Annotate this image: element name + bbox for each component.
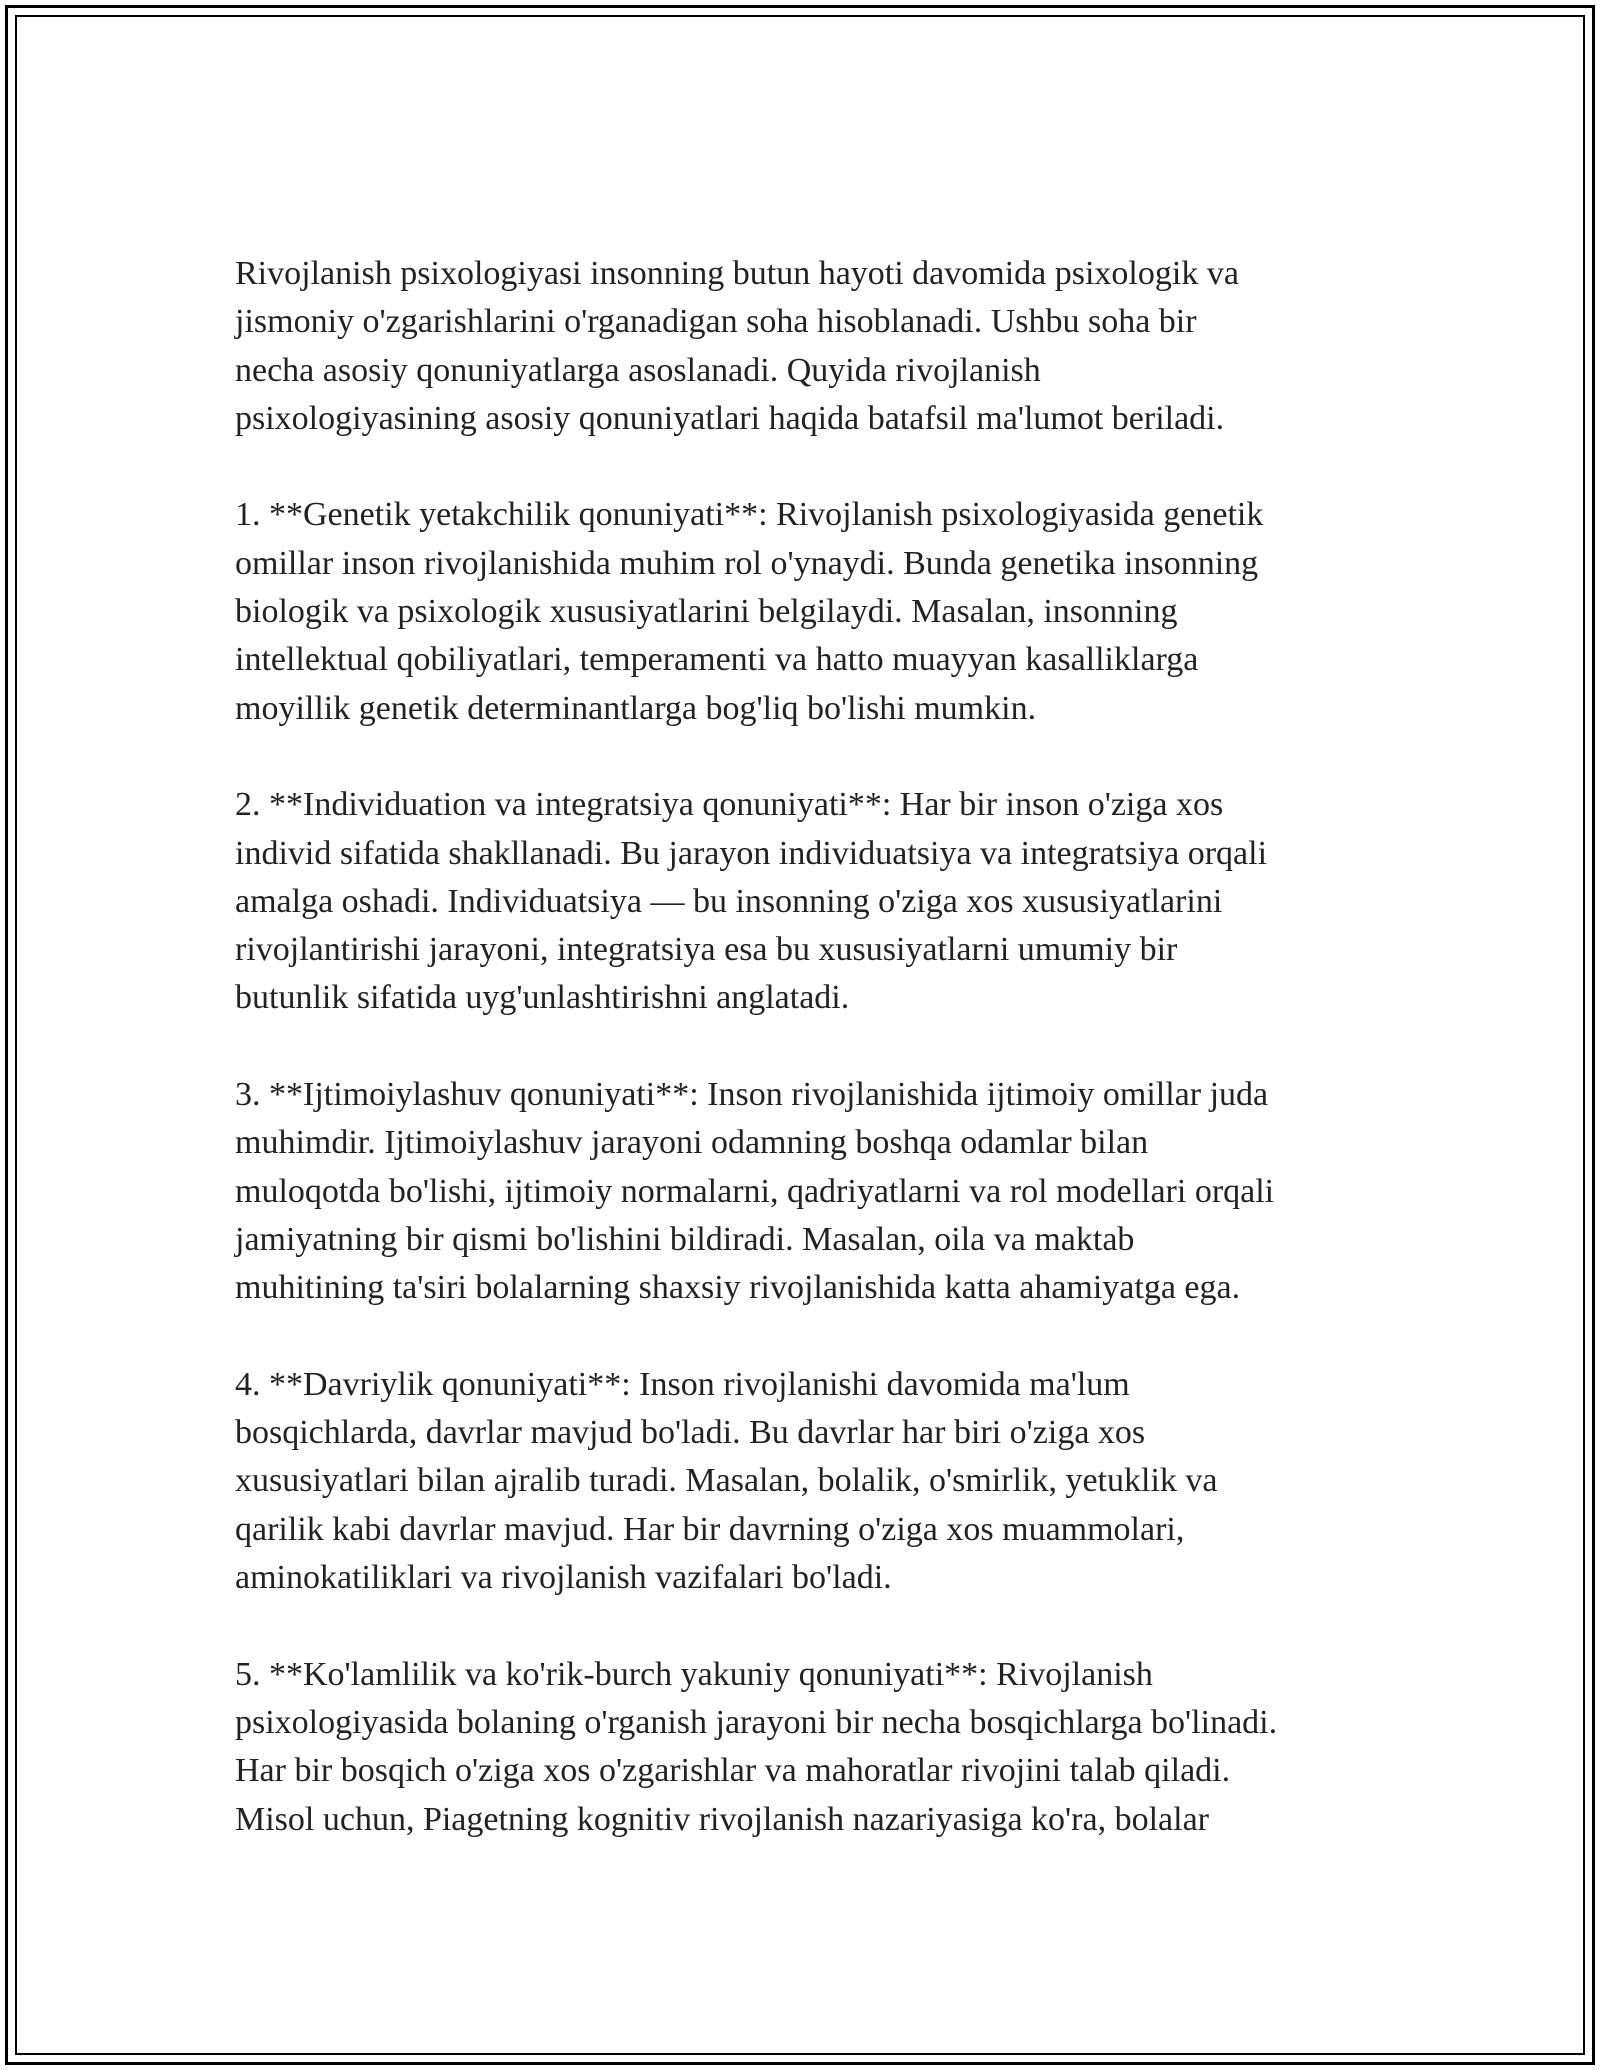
text-line: muhitining ta'siri bolalarning shaxsiy rivojlanishida katta ahamiyatga ega.	[235, 1269, 1241, 1307]
text-line: 1. **Genetik yetakchilik qonuniyati**: Rivojlanish psixologiyasida genetik	[235, 496, 1264, 534]
text-line: jamiyatning bir qismi bo'lishini bildiradi. Masalan, oila va maktab	[235, 1220, 1135, 1258]
document-body	[235, 250, 1370, 1844]
text-line: Rivojlanish psixologiyasi insonning butun hayoti davomida psixologik va	[235, 255, 1239, 292]
text-line: bosqichlarda, davrlar mavjud bo'ladi. Bu davrlar har biri o'ziga xos	[235, 1414, 1146, 1452]
paragraph-intro	[235, 250, 1370, 443]
text-line: 3. **Ijtimoiylashuv qonuniyati**: Inson rivojlanishida ijtimoiy omillar juda	[235, 1076, 1269, 1114]
text-line: necha asosiy qonuniyatlarga asoslanadi. Quyida rivojlanish	[235, 351, 1041, 389]
text-line: rivojlantirishi jarayoni, integratsiya esa bu xususiyatlarni umumiy bir	[235, 931, 1178, 969]
text-line: omillar inson rivojlanishida muhim rol o'ynaydi. Bunda genetika insonning	[235, 544, 1259, 582]
text-line: individ sifatida shakllanadi. Bu jarayon individuatsiya va integratsiya orqali	[235, 834, 1268, 872]
text-line: psixologiyasida bolaning o'rganish jarayoni bir necha bosqichlarga bo'linadi.	[235, 1703, 1278, 1741]
text-line: 2. **Individuation va integratsiya qonuniyati**: Har bir inson o'ziga xos	[235, 786, 1224, 824]
text-line: Har bir bosqich o'ziga xos o'zgarishlar va mahoratlar rivojini talab qiladi.	[235, 1752, 1231, 1790]
text-line: 5. **Ko'lamlilik va ko'rik-burch yakuniy qonuniyati**: Rivojlanish	[235, 1655, 1153, 1693]
text-line: xususiyatlari bilan ajralib turadi. Masalan, bolalik, o'smirlik, yetuklik va	[235, 1462, 1218, 1500]
text-line: muhimdir. Ijtimoiylashuv jarayoni odamning boshqa odamlar bilan	[235, 1124, 1149, 1162]
text-line: 4. **Davriylik qonuniyati**: Inson rivojlanishi davomida ma'lum	[235, 1365, 1130, 1403]
text-line: muloqotda bo'lishi, ijtimoiy normalarni, qadriyatlarni va rol modellari orqali	[235, 1172, 1275, 1210]
text-line: psixologiyasining asosiy qonuniyatlari haqida batafsil ma'lumot beriladi.	[235, 399, 1225, 437]
paragraph-periodicity	[235, 1361, 1370, 1602]
paragraph-individuation	[235, 781, 1370, 1022]
text-line: moyillik genetik determinantlarga bog'liq bo'lishi mumkin.	[235, 689, 1037, 727]
paragraph-socialization	[235, 1071, 1370, 1312]
text-line: aminokatiliklari va rivojlanish vazifalari bo'ladi.	[235, 1559, 892, 1597]
text-line: Misol uchun, Piagetning kognitiv rivojlanish nazariyasiga ko'ra, bolalar	[235, 1800, 1209, 1838]
text-line: amalga oshadi. Individuatsiya — bu insonning o'ziga xos xususiyatlarini	[235, 882, 1223, 920]
paragraph-genetic	[235, 491, 1370, 732]
text-line: biologik va psixologik xususiyatlarini belgilaydi. Masalan, insonning	[235, 593, 1178, 631]
text-line: butunlik sifatida uyg'unlashtirishni anglatadi.	[235, 979, 850, 1017]
text-line: qarilik kabi davrlar mavjud. Har bir davrning o'ziga xos muammolari,	[235, 1510, 1185, 1548]
text-line: jismoniy o'zgarishlarini o'rganadigan soha hisoblanadi. Ushbu soha bir	[235, 303, 1197, 341]
paragraph-scope	[235, 1651, 1370, 1844]
text-line: intellektual qobiliyatlari, temperamenti va hatto muayyan kasalliklarga	[235, 641, 1199, 679]
